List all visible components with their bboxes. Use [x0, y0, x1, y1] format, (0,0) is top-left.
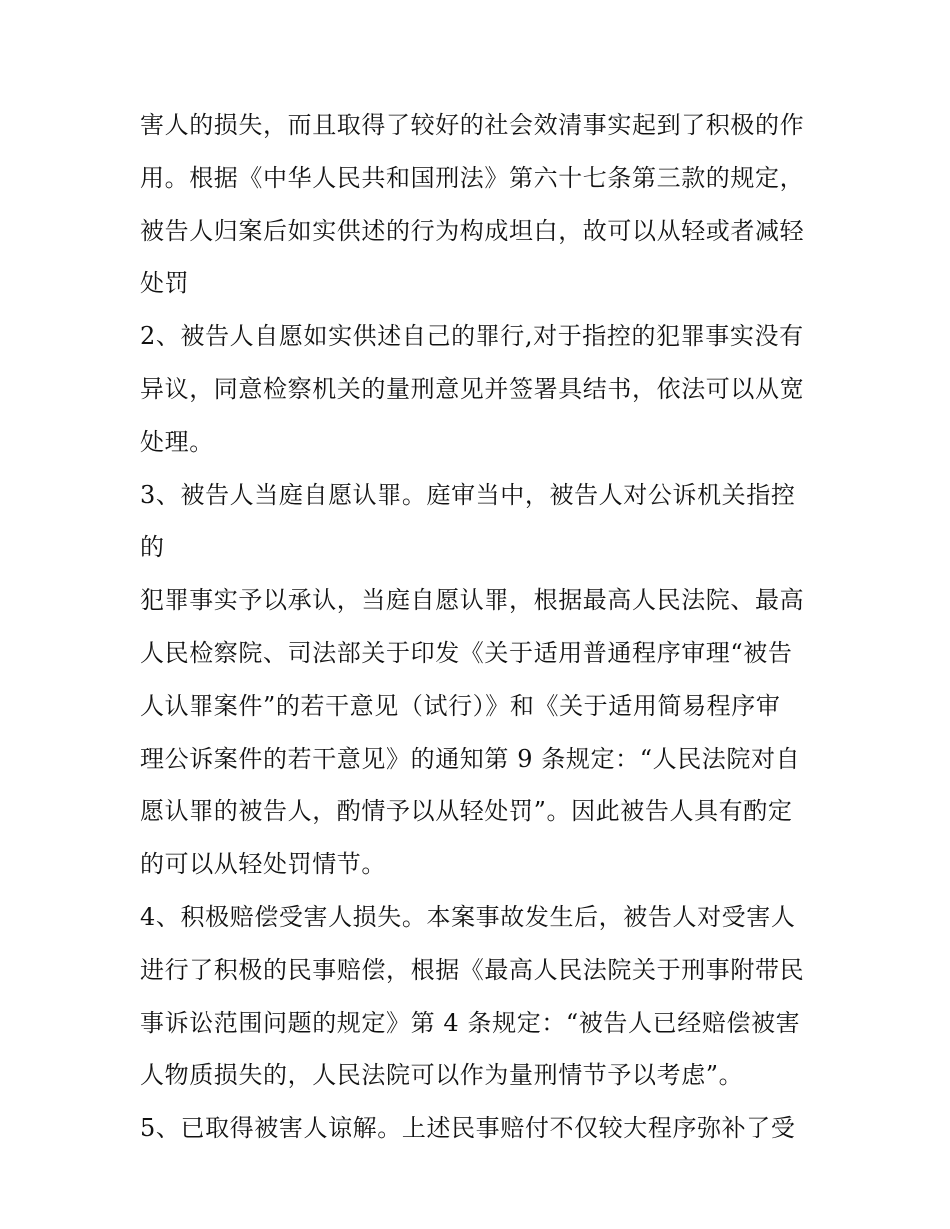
text-line: 人物质损失的，人民法院可以作为量刑情节予以考虑”。: [140, 1061, 744, 1090]
text-line: 的: [140, 533, 165, 562]
text-line: 害人的损失，而且取得了较好的社会效清事实起到了积极的作: [140, 111, 805, 139]
text-line: 用。根据《中华人民共和国刑法》第六十七条第三款的规定，: [140, 163, 805, 192]
text-line: 3、被告人当庭自愿认罪。庭审当中，被告人对公诉机关指控: [140, 480, 796, 509]
text-line: 被告人归案后如实供述的行为构成坦白，故可以从轻或者减轻: [140, 216, 805, 245]
text-line: 人认罪案件”的若干意见（试行）》和《关于适用简易程序审: [140, 691, 781, 720]
text-line: 处罚: [140, 269, 190, 298]
text-line: 犯罪事实予以承认，当庭自愿认罪，根据最高人民法院、最高: [140, 586, 805, 615]
text-line: 4、积极赔偿受害人损失。本案事故发生后，被告人对受害人: [140, 902, 796, 931]
text-line: 异议，同意检察机关的量刑意见并签署具结书，依法可以从宽: [140, 374, 805, 403]
text-line: 理公诉案件的若干意见》的通知第 9 条规定：“人民法院对自: [140, 744, 801, 773]
text-line: 进行了积极的民事赔偿，根据《最高人民法院关于刑事附带民: [140, 955, 805, 984]
text-line: 的可以从轻处罚情节。: [140, 850, 386, 879]
text-line: 2、被告人自愿如实供述自己的罪行,对于指控的犯罪事实没有: [140, 322, 804, 351]
text-line: 人民检察院、司法部关于印发《关于适用普通程序审理“被告: [140, 638, 793, 667]
text-line: 处理。: [140, 427, 214, 456]
text-line: 事诉讼范围问题的规定》第 4 条规定：“被告人已经赔偿被害: [140, 1008, 801, 1037]
document-body: [140, 107, 820, 1163]
text-line: 愿认罪的被告人，酌情予以从轻处罚”。因此被告人具有酌定: [140, 797, 793, 826]
text-line: 5、已取得被害人谅解。上述民事赔付不仅较大程序弥补了受: [140, 1114, 796, 1143]
